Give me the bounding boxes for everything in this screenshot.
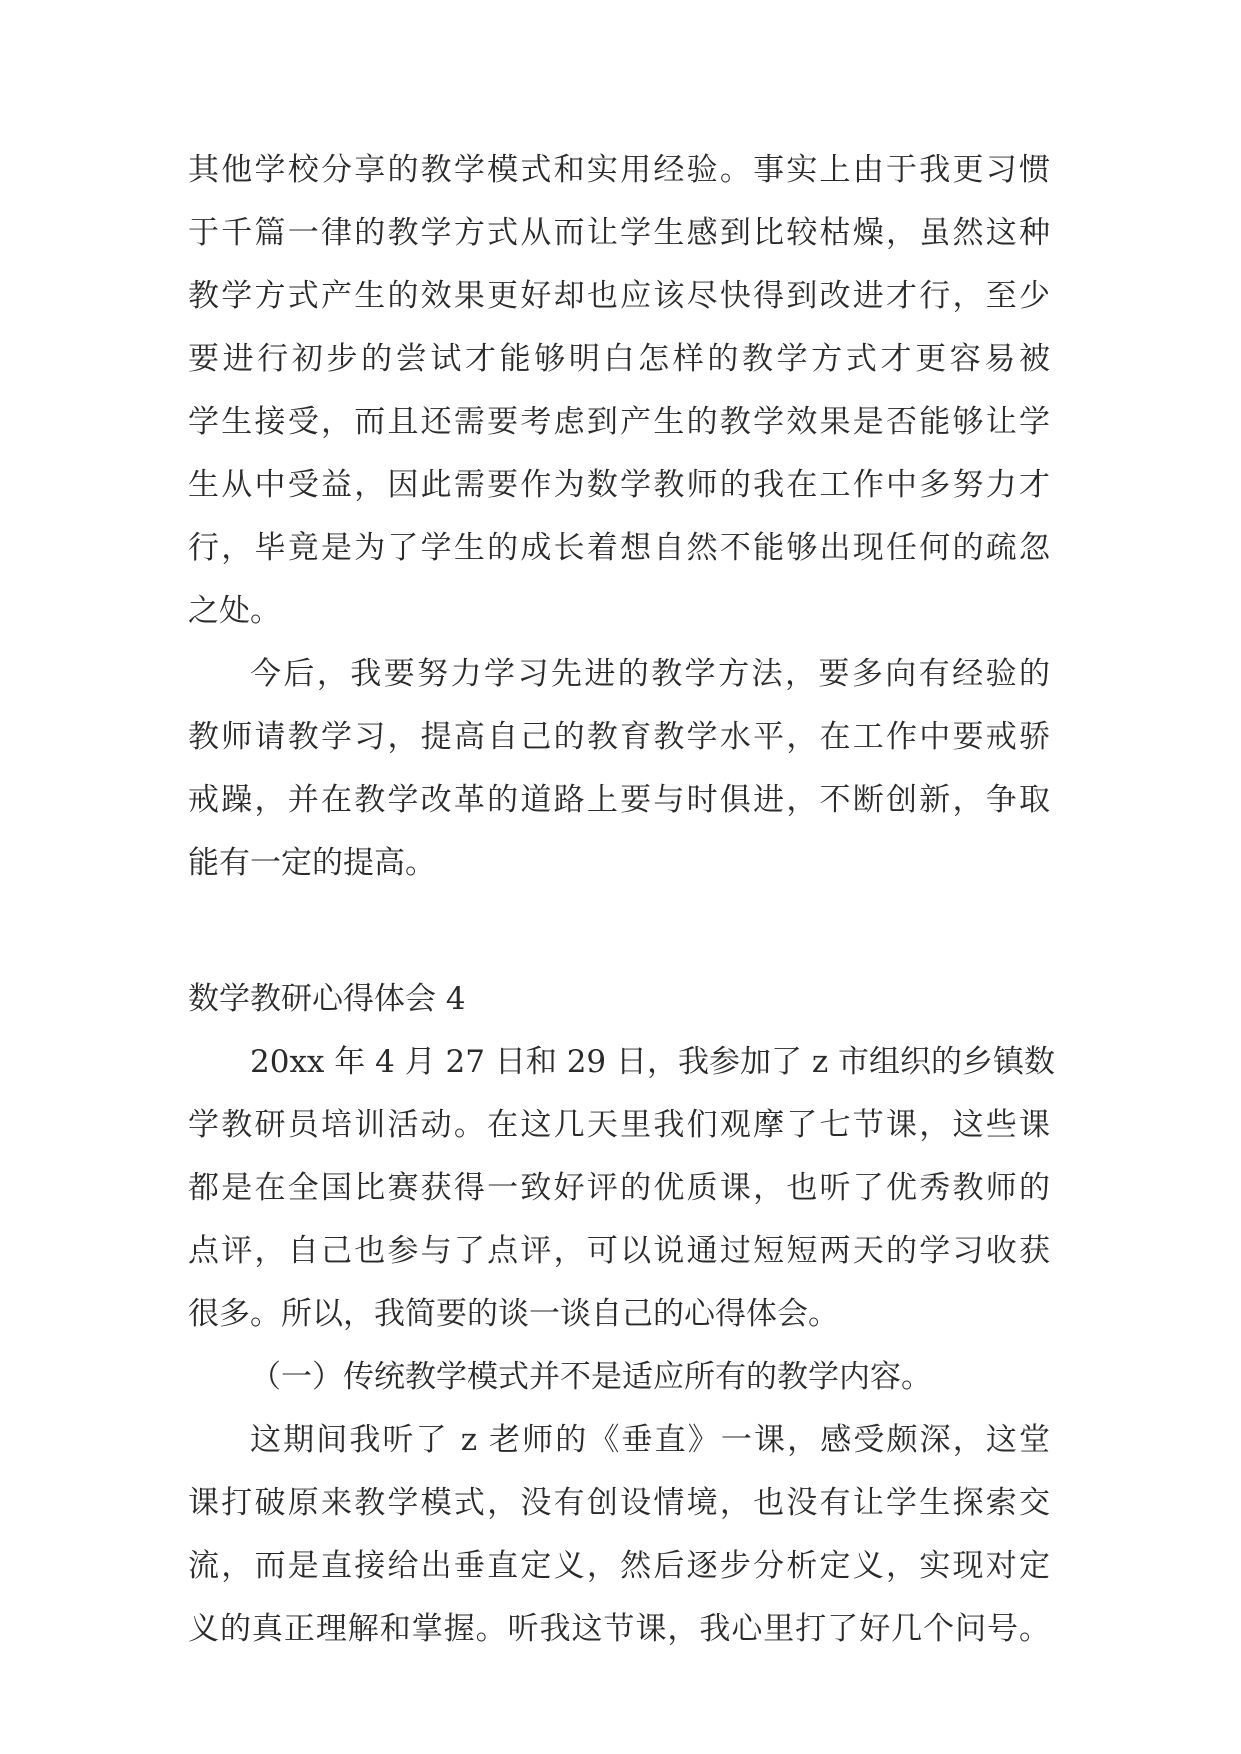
paragraph-line: 其他学校分享的教学模式和实用经验。事实上由于我更习惯 <box>188 152 1050 188</box>
paragraph-line: 之处。 <box>188 593 281 629</box>
paragraph-line: 能有一定的提高。 <box>188 845 436 881</box>
paragraph-line: 学生接受，而且还需要考虑到产生的教学效果是否能够让学 <box>188 404 1050 440</box>
paragraph-line: 点评，自己也参与了点评，可以说通过短短两天的学习收获 <box>188 1233 1050 1269</box>
paragraph-line: 这期间我听了 z 老师的《垂直》一课，感受颇深，这堂 <box>250 1422 1050 1458</box>
paragraph-line: 学教研员培训活动。在这几天里我们观摩了七节课，这些课 <box>188 1107 1050 1143</box>
paragraph-line: 20xx 年 4 月 27 日和 29 日，我参加了 z 市组织的乡镇数 <box>250 1044 1056 1080</box>
paragraph-line: 课打破原来教学模式，没有创设情境，也没有让学生探索交 <box>188 1485 1050 1521</box>
subsection-heading: （一）传统教学模式并不是适应所有的教学内容。 <box>250 1359 932 1395</box>
paragraph-line: 都是在全国比赛获得一致好评的优质课，也听了优秀教师的 <box>188 1170 1050 1206</box>
paragraph-line: 很多。所以，我简要的谈一谈自己的心得体会。 <box>188 1296 839 1332</box>
paragraph-line: 今后，我要努力学习先进的教学方法，要多向有经验的 <box>250 656 1050 692</box>
paragraph-line: 教师请教学习，提高自己的教育教学水平，在工作中要戒骄 <box>188 719 1050 755</box>
paragraph-line: 行，毕竟是为了学生的成长着想自然不能够出现任何的疏忽 <box>188 530 1050 566</box>
paragraph-line: 教学方式产生的效果更好却也应该尽快得到改进才行，至少 <box>188 278 1050 314</box>
paragraph-line: 义的真正理解和掌握。听我这节课，我心里打了好几个问号。 <box>188 1611 1050 1647</box>
paragraph-line: 流，而是直接给出垂直定义，然后逐步分析定义，实现对定 <box>188 1548 1050 1584</box>
section-heading: 数学教研心得体会 4 <box>188 981 466 1017</box>
paragraph-line: 于千篇一律的教学方式从而让学生感到比较枯燥，虽然这种 <box>188 215 1050 251</box>
paragraph-line: 戒躁，并在教学改革的道路上要与时俱进，不断创新，争取 <box>188 782 1050 818</box>
paragraph-line: 要进行初步的尝试才能够明白怎样的教学方式才更容易被 <box>188 341 1050 377</box>
paragraph-line: 生从中受益，因此需要作为数学教师的我在工作中多努力才 <box>188 467 1050 503</box>
